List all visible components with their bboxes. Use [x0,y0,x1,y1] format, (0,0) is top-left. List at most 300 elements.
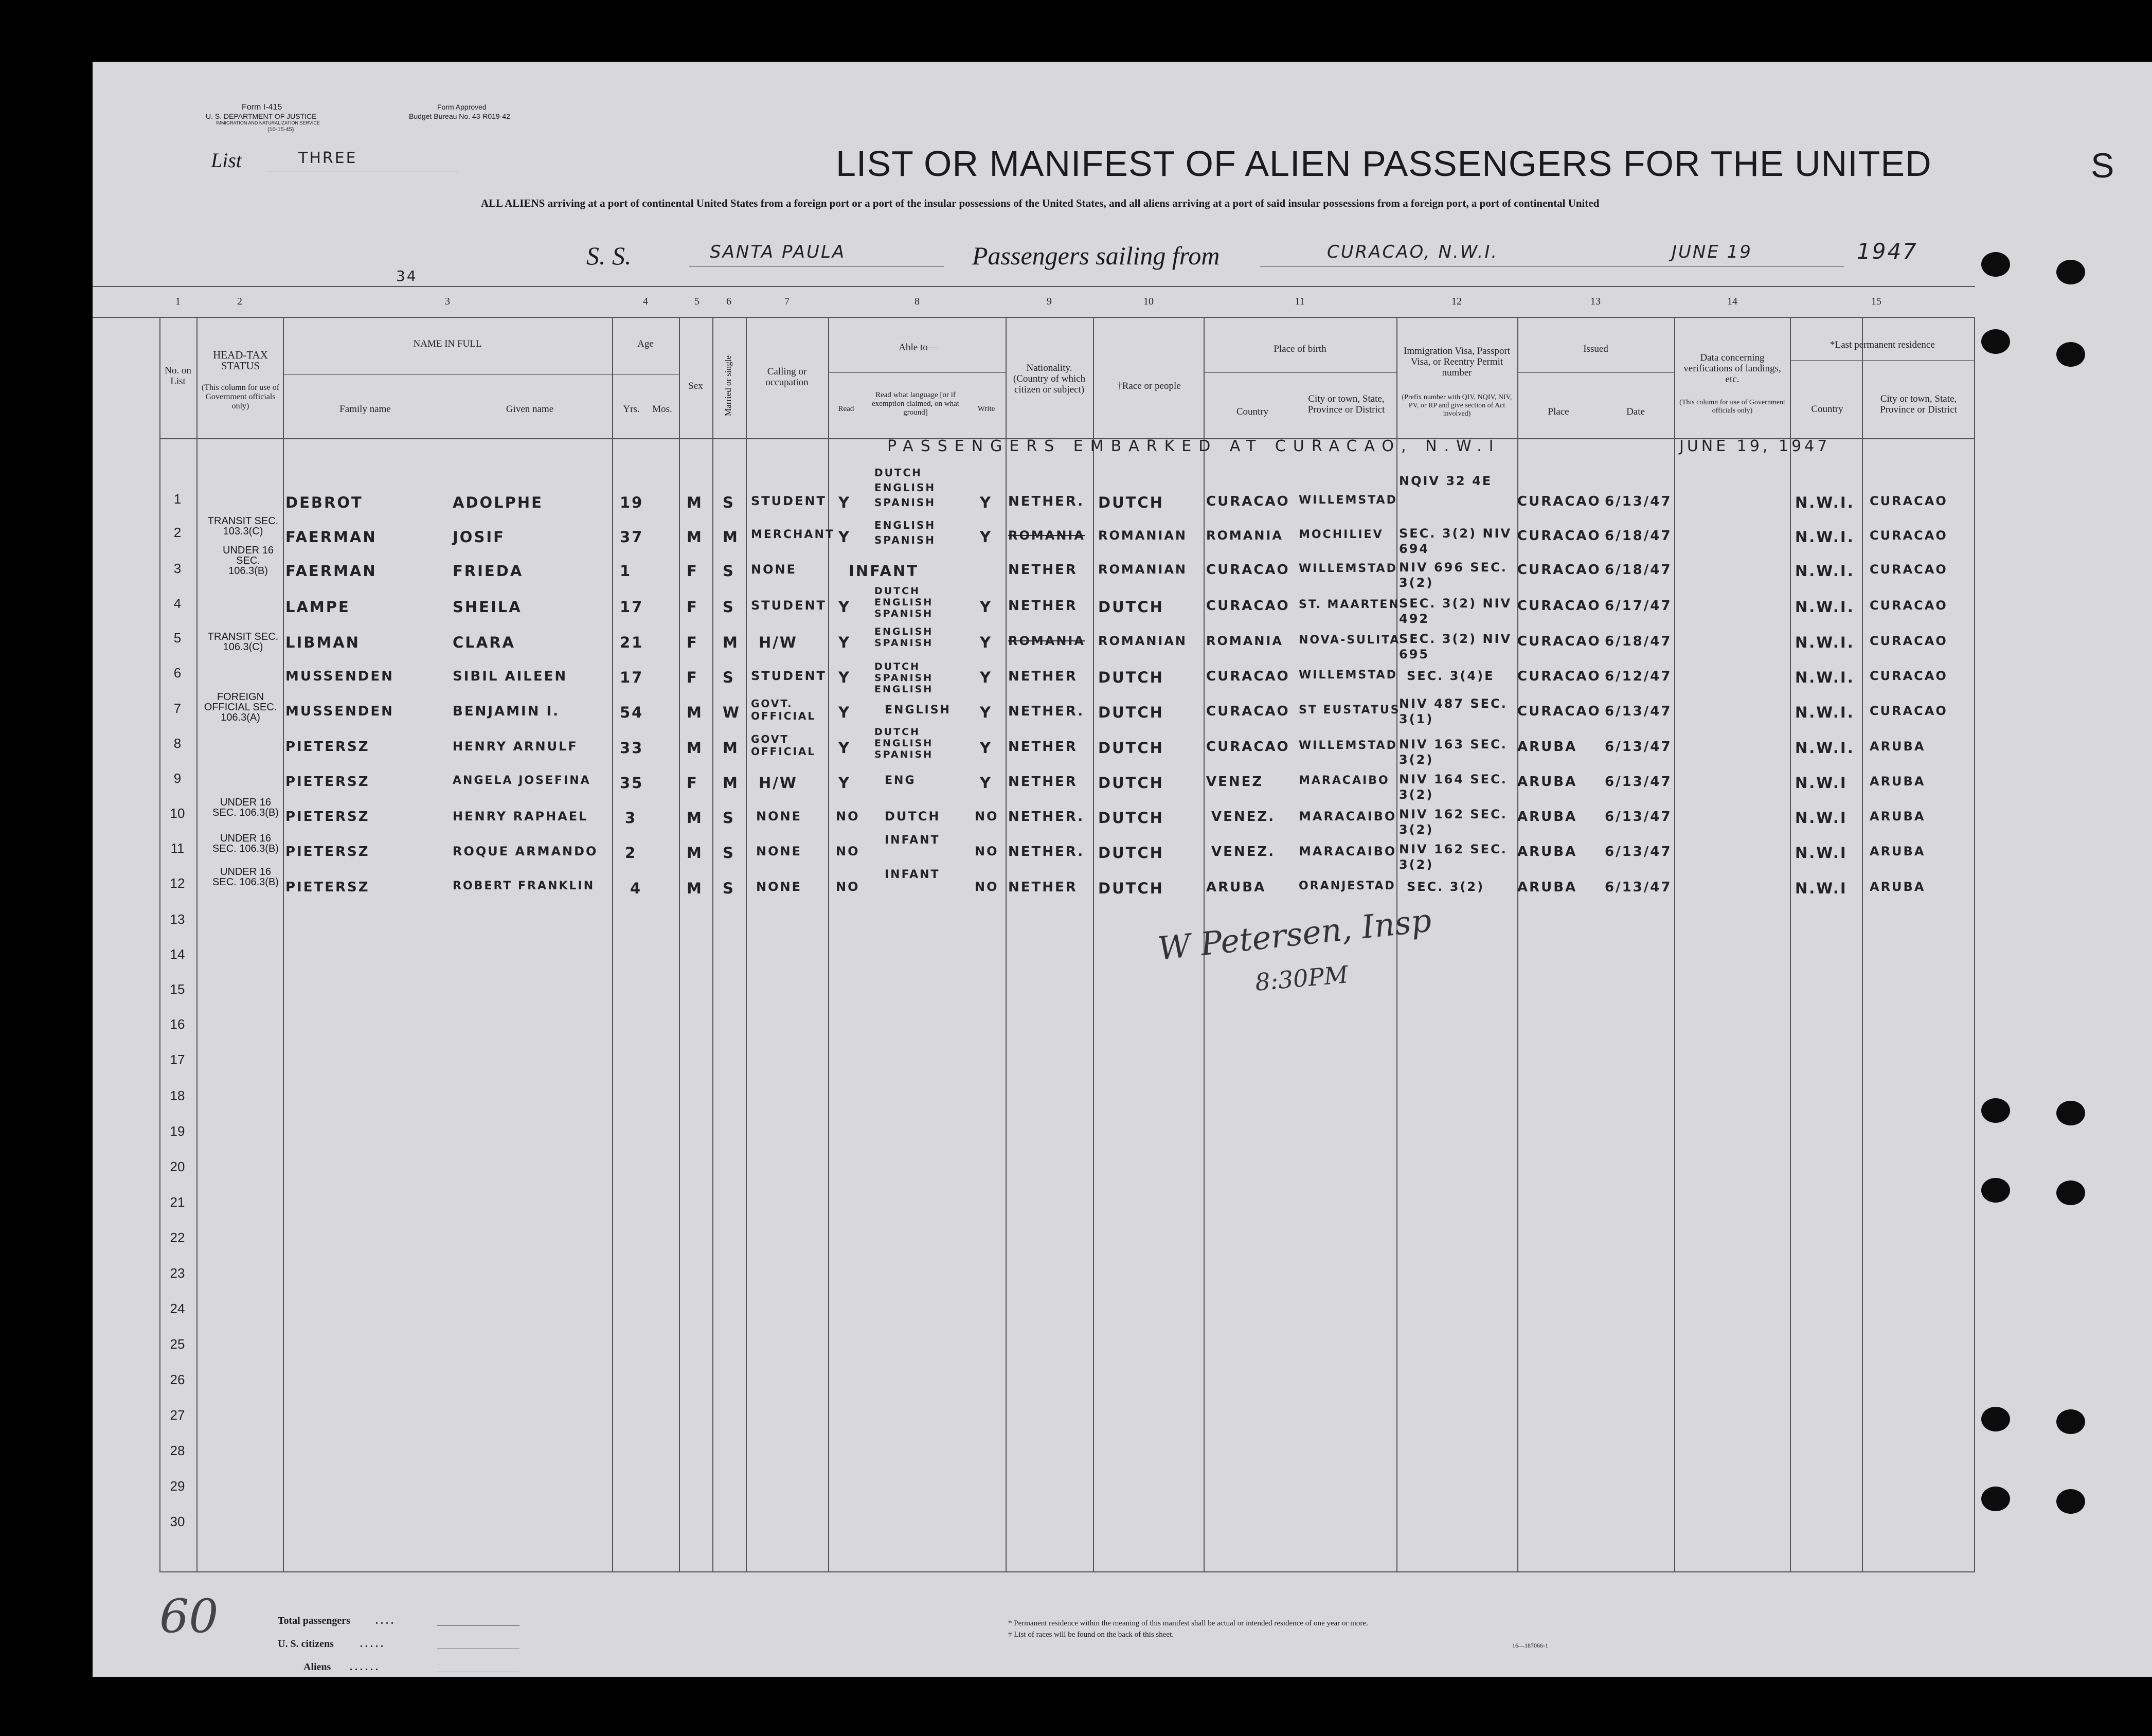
sex: F [687,562,698,580]
form-date-code: (10-15-45) [267,127,294,133]
can-read: Y [838,669,851,686]
form-service: IMMIGRATION AND NATURALIZATION SERVICE [216,120,320,126]
occupation: NONE [756,880,802,894]
nationality: NETHER [1008,880,1078,895]
occupation: GOVT. OFFICIAL [751,697,816,722]
footer-total-passengers: Total passengers [278,1615,350,1626]
row-number: 3 [173,561,182,576]
table-top-rule [93,286,1975,287]
residence-city: ARUBA [1870,844,1926,858]
binder-hole [2056,342,2085,367]
can-read: NO [836,809,860,824]
issued-place: ARUBA [1517,739,1577,755]
row-number: 18 [170,1088,185,1103]
birth-city: ST. MAARTEN [1299,598,1400,611]
header-visa-note: (Prefix number with QIV, NQIV, NIV, PV, or RP and give section of Act involved) [1402,393,1512,418]
family-name: PIETERSZ [285,844,370,860]
table-row [0,809,2152,840]
issued-place: CURACAO [1517,598,1601,614]
occupation: GOVT OFFICIAL [751,733,816,758]
row-number: 14 [170,946,185,962]
sailing-date: JUNE 19 [1672,242,1752,262]
can-read: Y [838,704,851,721]
row-number: 8 [173,736,182,751]
binder-hole [1981,1098,2010,1123]
occupation: NONE [756,809,802,824]
header-write: Write [977,405,995,413]
residence-city: CURACAO [1870,528,1948,543]
nationality: NETHER [1008,562,1078,578]
sex: F [687,598,698,616]
birth-country: CURACAO [1206,494,1290,509]
visa-number: SEC. 3(2) NIV 695 [1399,632,1512,661]
col-number: 15 [1871,296,1881,307]
binder-hole [1981,1407,2010,1431]
issued-date: 6/18/47 [1605,562,1672,578]
table-row [0,726,2152,770]
sex: F [687,634,698,651]
language: INFANT [885,868,940,881]
issued-place: ARUBA [1517,880,1577,895]
header-res-country: Country [1811,404,1843,415]
sex: M [687,704,703,721]
ship-underline [689,266,944,267]
col-number: 10 [1143,296,1154,307]
visa-number: NIV 164 SEC. 3(2) [1399,772,1508,802]
race: DUTCH [1098,494,1164,511]
birth-country: ROMANIA [1206,634,1283,648]
residence-country: N.W.I. [1795,739,1855,757]
binder-hole [1981,329,2010,354]
nationality: ROMANIA [1008,528,1085,543]
birth-city: NOVA-SULITA [1299,634,1401,647]
can-write: Y [980,494,992,511]
birth-country: CURACAO [1206,562,1290,578]
header-verification: Data concerning verifications of landings, etc. [1683,352,1781,385]
given-name: BENJAMIN I. [453,704,560,719]
residence-country: N.W.I [1795,880,1848,897]
birth-country: VENEZ [1206,774,1264,790]
binder-hole [1981,1487,2010,1511]
header-res-city: City or town, State, Province or District [1880,393,1957,415]
birth-country: VENEZ. [1211,844,1276,860]
can-write: Y [980,774,992,792]
family-name: LIBMAN [285,634,360,651]
manifest-subtitle: ALL ALIENS arriving at a port of continental United States from a foreign port or a port of the insular possessions of the United States, and all aliens arriving at a port of said insular possessions from a foreign port, a port of continental United [481,197,1600,209]
marital: W [723,704,741,721]
can-write: NO [975,844,999,858]
issued-date: 6/13/47 [1605,809,1672,825]
race: ROMANIAN [1098,528,1188,543]
visa-number: NIV 487 SEC. 3(1) [1399,696,1508,726]
header-given-name: Given name [506,404,554,415]
age-years: 3 [625,809,637,827]
nationality: NETHER [1008,774,1078,790]
can-write: Y [980,669,992,686]
birth-country: ROMANIA [1206,528,1283,543]
given-name: ANGELA JOSEFINA [453,774,591,787]
header-sex: Sex [688,381,703,391]
issued-date: 6/17/47 [1605,598,1672,614]
birth-country: CURACAO [1206,669,1290,684]
form-approved: Form Approved [437,103,487,111]
header-read: Read [838,405,854,413]
birth-country: CURACAO [1206,739,1290,755]
form-number: Form I-415 [242,103,282,112]
issued-date: 6/13/47 [1605,494,1672,509]
head-tax-note: TRANSIT SEC. 103.3(C) [207,515,279,537]
subheader-rule [1517,372,1674,373]
marital: M [723,774,739,792]
header-visa: Immigration Visa, Passport Visa, or Reentry Permit number [1404,346,1510,378]
issued-place: ARUBA [1517,809,1577,825]
marital: S [723,809,735,827]
language: ENGLISH SPANISH [874,626,934,649]
head-tax-note: FOREIGN OFFICIAL SEC. 106.3(A) [204,691,277,723]
issued-date: 6/18/47 [1605,634,1672,649]
ss-label: S. S. [586,241,632,270]
footer-aliens: Aliens [303,1661,331,1673]
marital: S [723,494,735,511]
visa-number: NIV 696 SEC. 3(2) [1399,560,1508,590]
table-row [0,585,2152,629]
birth-city: MARACAIBO [1299,809,1397,824]
given-name: HENRY ARNULF [453,739,578,754]
family-name: LAMPE [285,598,350,616]
age-years: 21 [620,634,644,651]
sailing-label: Passengers sailing from [972,241,1220,270]
header-nationality: Nationality. (Country of which citizen or subject) [1013,363,1086,395]
header-able-to: Able to— [899,342,938,353]
col-number: 3 [445,296,450,307]
row-number: 30 [170,1514,185,1529]
header-place-of-birth: Place of birth [1274,344,1326,354]
can-read: Y [838,774,851,792]
race: ROMANIAN [1098,562,1188,577]
issued-date: 6/13/47 [1605,774,1672,790]
birth-city: ORANJESTAD [1299,880,1396,892]
issued-place: CURACAO [1517,704,1601,719]
subheader-rule [1790,360,1974,361]
nationality: NETHER [1008,739,1078,755]
col-number: 12 [1451,296,1462,307]
col-number: 1 [175,296,181,307]
list-label: List [211,149,242,172]
header-issued: Issued [1583,344,1608,354]
residence-city: CURACAO [1870,598,1948,613]
age-years: 35 [620,774,644,792]
birth-city: MOCHILIEV [1299,528,1384,541]
race: DUTCH [1098,669,1164,686]
col-number: 11 [1295,296,1305,307]
row-number: 25 [170,1336,185,1352]
race: DUTCH [1098,774,1164,792]
can-read: Y [838,598,851,616]
subheader-rule [828,372,1006,373]
ship-name: SANTA PAULA [710,242,846,262]
sailing-year: 1947 [1857,239,1918,264]
residence-city: CURACAO [1870,634,1948,648]
family-name: FAERMAN [285,562,377,580]
can-read: Y [838,528,851,546]
visa-number: NIV 162 SEC. 3(2) [1399,807,1508,837]
header-no-on-list: No. on List [165,365,191,387]
marital: M [723,739,739,757]
row-number: 2 [173,525,182,540]
issued-place: ARUBA [1517,844,1577,860]
table-row [0,696,2152,735]
issued-date: 6/13/47 [1605,880,1672,895]
manifest-title: LIST OR MANIFEST OF ALIEN PASSENGERS FOR THE UNITED [836,144,1932,184]
issued-place: CURACAO [1517,562,1601,578]
issued-date: 6/13/47 [1605,844,1672,860]
header-read-language: Read what language [or if exemption claimed, on what ground] [872,391,959,417]
family-name: DEBROT [285,494,363,511]
footer-dots: . . . . . . [350,1661,378,1673]
can-write: Y [980,528,992,546]
row-number: 26 [170,1372,185,1387]
header-issued-date: Date [1626,406,1645,417]
marital: S [723,562,735,580]
race: ROMANIAN [1098,634,1188,648]
table-row [0,467,2152,525]
nationality: ROMANIA [1008,634,1085,648]
language: ENGLISH SPANISH [874,519,936,546]
col-number: 6 [726,296,731,307]
race: DUTCH [1098,598,1164,616]
manifest-title-overflow: S [2091,146,2114,185]
port-underline [1260,266,1844,267]
given-name: HENRY RAPHAEL [453,809,588,824]
header-verification-note: (This column for use of Government officials only) [1679,399,1785,415]
language: DUTCH [885,809,941,824]
sex: M [687,528,703,546]
birth-country: CURACAO [1206,598,1290,614]
occupation: H/W [759,774,798,792]
residence-city: ARUBA [1870,739,1926,754]
family-name: PIETERSZ [285,739,370,755]
residence-country: N.W.I. [1795,598,1855,616]
head-tax-note: UNDER 16 SEC. 106.3(B) [223,545,274,577]
residence-city: CURACAO [1870,704,1948,718]
list-value: THREE [298,149,357,167]
margin-count: 60 [159,1589,219,1643]
can-read: Y [838,739,851,757]
table-row [0,562,2152,593]
issued-place: CURACAO [1517,669,1601,684]
race: DUTCH [1098,809,1164,827]
row-number: 10 [170,806,185,821]
given-name: SIBIL AILEEN [453,669,568,684]
col-number: 9 [1047,296,1052,307]
row-number: 15 [170,981,185,997]
header-issued-place: Place [1548,406,1569,417]
sex: M [687,739,703,757]
col-number: 7 [784,296,790,307]
binder-hole [1981,252,2010,277]
visa-number: SEC. 3(2) [1407,880,1485,894]
header-head-tax-note: (This column for use of Government officials only) [201,383,280,410]
nationality: NETHER. [1008,844,1085,860]
header-name-in-full: NAME IN FULL [413,338,482,349]
table-row [0,661,2152,700]
issued-date: 6/12/47 [1605,669,1672,684]
col-number: 2 [237,296,242,307]
col-number: 4 [643,296,648,307]
birth-city: MARACAIBO [1299,774,1390,787]
nationality: NETHER. [1008,704,1085,719]
given-name: SHEILA [453,598,522,616]
can-write: Y [980,739,992,757]
family-name: PIETERSZ [285,774,370,790]
table-row [0,626,2152,665]
language: INFANT [885,834,940,847]
marital: S [723,880,735,897]
row-number: 5 [173,630,182,646]
can-write: NO [975,880,999,894]
marital: S [723,844,735,862]
inspector-signature: W Petersen, Insp [1156,901,1433,968]
page-mark: 34 [396,267,418,284]
row-number: 27 [170,1407,185,1423]
row-number: 6 [173,665,182,681]
visa-number: NQIV 32 4E [1399,474,1493,488]
occupation: NONE [751,562,797,577]
residence-country: N.W.I. [1795,669,1855,686]
issued-place: CURACAO [1517,528,1601,544]
birth-city: ST EUSTATUS [1299,704,1401,717]
residence-city: ARUBA [1870,809,1926,824]
birth-country: CURACAO [1206,704,1290,719]
sex: M [687,494,703,511]
residence-country: N.W.I. [1795,528,1855,546]
row-number: 17 [170,1052,185,1067]
form-department: U. S. DEPARTMENT OF JUSTICE [206,112,317,120]
occupation: NONE [756,844,802,858]
language: DUTCH ENGLISH SPANISH [874,467,936,509]
header-family-name: Family name [339,404,391,415]
row-number: 13 [170,911,185,927]
language: DUTCH ENGLISH SPANISH [874,585,934,619]
can-read: Y [838,494,851,511]
row-number: 20 [170,1159,185,1174]
residence-city: CURACAO [1870,562,1948,577]
language: ENGLISH [885,704,951,717]
age-years: 37 [620,528,644,546]
language: ENG [885,774,916,787]
sex: M [687,880,703,897]
occupation: H/W [759,634,798,651]
residence-city: ARUBA [1870,880,1926,894]
table-row [0,774,2152,805]
row-number: 21 [170,1194,185,1210]
header-race: †Race or people [1117,381,1181,391]
nationality: NETHER. [1008,809,1085,825]
row-number: 29 [170,1478,185,1494]
marital: S [723,669,735,686]
can-read: INFANT [849,562,919,580]
footer-note-residence: * Permanent residence within the meaning of this manifest shall be actual or intended residence of one year or more. [1008,1619,1368,1627]
age-years: 17 [620,598,644,616]
head-tax-note: UNDER 16 SEC. 106.3(B) [212,833,279,854]
table-bottom-rule [159,1571,1975,1572]
issued-place: ARUBA [1517,774,1577,790]
given-name: CLARA [453,634,515,651]
inspection-time: 8:30PM [1253,960,1350,996]
age-years: 33 [620,739,644,757]
given-name: ROBERT FRANKLIN [453,880,595,892]
occupation: STUDENT [751,494,827,508]
subheader-rule [1204,372,1396,373]
residence-city: ARUBA [1870,774,1926,789]
can-read: Y [838,634,851,651]
birth-city: WILLEMSTAD [1299,562,1397,575]
family-name: FAERMAN [285,528,377,546]
header-calling: Calling or occupation [765,366,809,388]
visa-number: SEC. 3(2) NIV 492 [1399,596,1512,626]
residence-country: N.W.I. [1795,562,1855,580]
given-name: JOSIF [453,528,505,546]
language: DUTCH SPANISH ENGLISH [874,661,934,695]
from-port: CURACAO, N.W.I. [1327,242,1499,262]
row-number: 24 [170,1301,185,1316]
can-write: NO [975,809,999,824]
col-number: 5 [694,296,700,307]
binder-hole [2056,260,2085,284]
row-number: 28 [170,1443,185,1458]
given-name: ROQUE ARMANDO [453,844,598,858]
row-number: 19 [170,1123,185,1139]
family-name: MUSSENDEN [285,704,394,719]
header-mos: Mos. [652,404,672,415]
birth-city: WILLEMSTAD [1299,494,1397,507]
footer-code: 16—187066-1 [1512,1642,1548,1649]
given-name: FRIEDA [453,562,524,580]
col-number: 8 [914,296,920,307]
race: DUTCH [1098,704,1164,721]
language: DUTCH ENGLISH SPANISH [874,726,934,760]
sex: M [687,809,703,827]
header-city: City or town, State, Province or District [1307,393,1385,415]
race: DUTCH [1098,844,1164,862]
footer-dots: . . . . [375,1615,393,1626]
binder-hole [2056,1489,2085,1514]
binder-hole [1981,1178,2010,1203]
given-name: ADOLPHE [453,494,543,511]
birth-country: ARUBA [1206,880,1266,895]
visa-number: NIV 163 SEC. 3(2) [1399,737,1508,767]
header-country: Country [1236,406,1269,417]
residence-city: CURACAO [1870,494,1948,508]
residence-country: N.W.I. [1795,634,1855,651]
issued-place: CURACAO [1517,634,1601,649]
birth-country: VENEZ. [1211,809,1276,825]
age-years: 1 [620,562,632,580]
header-married: Married or single [723,355,733,417]
family-name: MUSSENDEN [285,669,394,684]
footer-us-citizens: U. S. citizens [278,1638,334,1650]
occupation: MERCHANT [751,528,835,541]
birth-city: WILLEMSTAD [1299,739,1397,752]
sex: M [687,844,703,862]
occupation: STUDENT [751,598,827,613]
row-number: 12 [170,875,185,891]
nationality: NETHER [1008,669,1078,684]
can-read: NO [836,880,860,894]
col-number: 13 [1590,296,1601,307]
occupation: STUDENT [751,669,827,683]
marital: S [723,598,735,616]
